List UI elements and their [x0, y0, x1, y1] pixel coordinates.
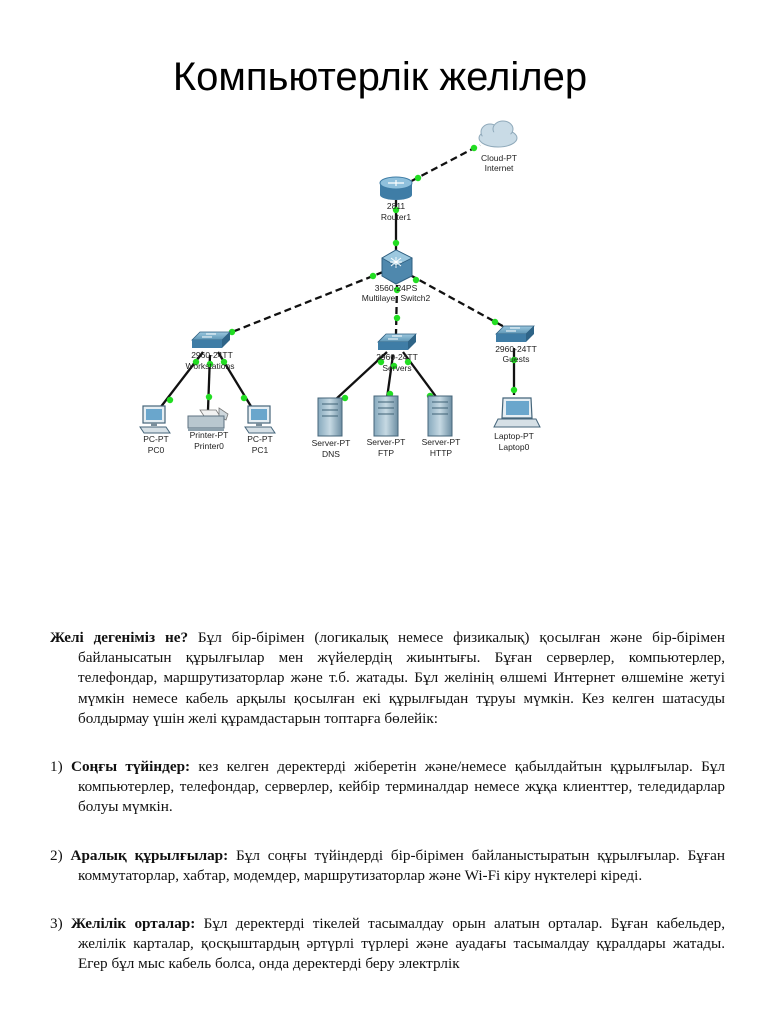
paragraph-intermediate-devices: [50, 846, 725, 886]
server-icon: [318, 398, 342, 436]
paragraph-end-nodes: [50, 757, 725, 818]
dns-model-label: Server-PT: [311, 438, 351, 448]
cloud-node: [479, 121, 517, 173]
pc-icon: [140, 406, 170, 433]
laptop-icon: [494, 398, 540, 427]
pc0-node: [140, 406, 170, 455]
multilayer-name-label: Multilayer Switch2: [361, 293, 431, 303]
multilayer-model-label: 3560-24PS: [374, 283, 418, 293]
pc1-node: [245, 406, 275, 455]
printer0-name-label: Printer0: [194, 441, 224, 451]
switch-workstations-node: [186, 332, 235, 371]
cloud-icon: [479, 121, 517, 147]
pc1-model-label: PC-PT: [247, 434, 273, 444]
paragraph-text: Бұл деректерді тікелей тасымалдау орын алатын орталар. Бұған кабельдер, желілік карталар, қосқыштардың әртүрлі түрлері және ауадағы тасымалдау құралдары жатады. Егер бұл мыс кабель болса, онда деректерді беру электрлік: [78, 915, 725, 973]
laptop0-model-label: Laptop-PT: [494, 431, 534, 441]
router-model-label: 2811: [386, 201, 406, 211]
paragraph-number: 1): [50, 758, 71, 776]
switch-icon: [192, 332, 230, 348]
paragraph-term: Аралық құрылғылар:: [70, 846, 229, 864]
paragraph-number: 2): [50, 846, 71, 864]
http-model-label: Server-PT: [421, 437, 461, 447]
link-router-cloud: [402, 145, 480, 186]
ftp-name-label: FTP: [377, 448, 395, 458]
switch-servers-node: [376, 334, 418, 373]
pc0-name-label: PC0: [147, 445, 165, 455]
page-title: Компьютерлік желілер: [172, 55, 588, 99]
switch-guests-name: Guests: [502, 354, 530, 364]
printer0-node: [188, 408, 228, 451]
switch-servers-name: Servers: [382, 363, 412, 373]
cloud-name-label: Internet: [484, 163, 514, 173]
pc1-name-label: PC1: [251, 445, 269, 455]
link-multilayer-workstations: [217, 272, 383, 338]
pc-icon: [245, 406, 275, 433]
switch-workstations-name: Workstations: [185, 361, 235, 371]
switch-workstations-model: 2960-24TT: [191, 350, 233, 360]
paragraph-number: 3): [50, 915, 71, 933]
paragraph-text: Бұл соңғы түйіндерді бір-бірімен байланыстыратын құрылғылар. Бұған коммутаторлар, хабтар, модемдер, маршрутизаторлар және Wi-Fi кіру нүктелері кіреді.: [78, 846, 725, 884]
server-icon: [428, 396, 452, 436]
laptop0-name-label: Laptop0: [498, 442, 530, 452]
router-node: [380, 177, 412, 222]
switch-icon: [378, 334, 416, 350]
switch-guests-node: [495, 326, 537, 364]
server-icon: [374, 396, 398, 436]
paragraph-term: Желілік орталар:: [70, 915, 196, 933]
ftp-model-label: Server-PT: [366, 437, 406, 447]
dns-name-label: DNS: [322, 449, 340, 459]
ftp-server-node: [367, 396, 406, 458]
body-text: [50, 628, 725, 1003]
switch-icon: [496, 326, 534, 342]
paragraph-definition: [50, 628, 725, 729]
printer-icon: [188, 408, 228, 431]
paragraph-text: кез келген деректерді жіберетін және/немесе қабылдайтын құрылғылар. Бұл компьютерлер, телефондар, серверлер, кейбір терминалдар немесе жұқа клиенттер, теледидарлар болуы мүмкін.: [78, 758, 725, 816]
router-name-label: Router1: [380, 212, 412, 222]
http-name-label: HTTP: [429, 448, 453, 458]
laptop0-node: [494, 398, 540, 452]
paragraph-term: Желі дегеніміз не?: [50, 629, 189, 646]
paragraph-term: Соңғы түйіндер:: [70, 758, 191, 776]
cloud-model-label: Cloud-PT: [481, 153, 517, 163]
paragraph-text: Бұл бір-бірімен (логикалық немесе физикалық) қосылған және бір-бірімен байланысатын құрылғылар мен жүйелердің жиынтығы. Бұған серверлер, компьютерлер, телефондар, маршрутизаторлар және т.б. жатады. Бұл желінің өлшемі Интернет өлшеміне жетуі мүмкін немесе кабель арқылы қосылған екі құрылғыдан тұруы мүмкін. Кез келген шатасуды болдырмау үшін желі құрамдастарын топтарға бөлейік:: [78, 629, 725, 727]
printer0-model-label: Printer-PT: [189, 430, 229, 440]
switch-servers-model: 2960-24TT: [376, 352, 418, 362]
switch-guests-model: 2960-24TT: [495, 344, 537, 354]
dns-server-node: [312, 398, 351, 459]
multilayer-switch-icon: [382, 250, 412, 284]
http-server-node: [422, 396, 461, 458]
paragraph-network-media: [50, 914, 725, 975]
pc0-model-label: PC-PT: [143, 434, 169, 444]
router-icon: [380, 177, 412, 200]
